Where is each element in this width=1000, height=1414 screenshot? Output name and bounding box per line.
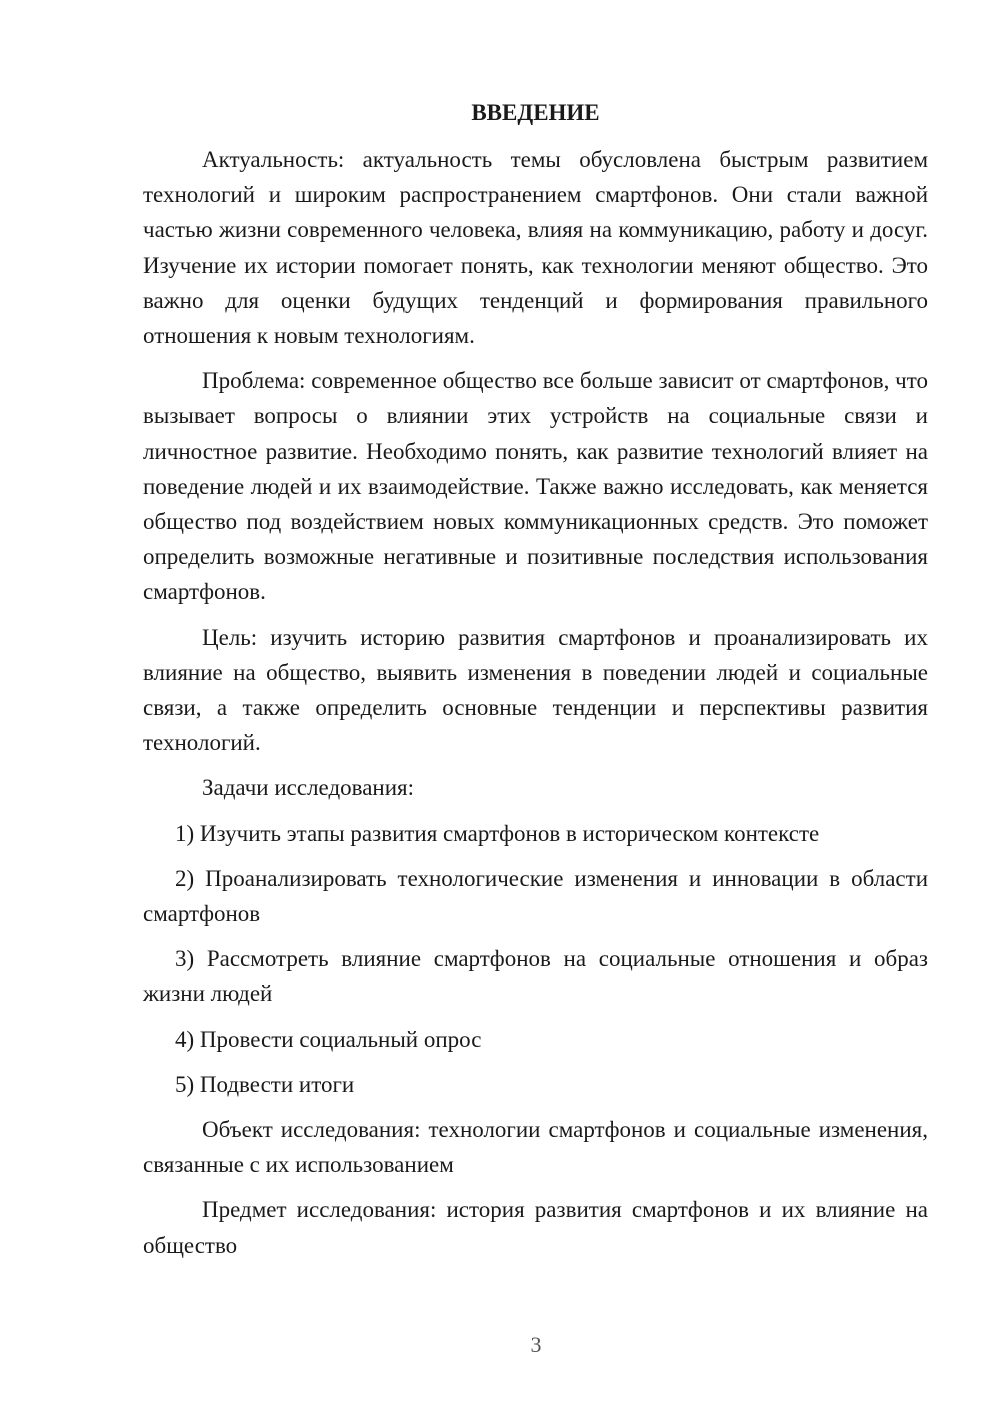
tasks-title: Задачи исследования:	[202, 775, 415, 801]
paragraph-problem: Проблема: современное общество все больше зависит от смартфонов, что вызывает вопросы о влиянии этих устройств на социальные связи и личностное развитие. Необходимо понять, как развитие технологий влияет на поведение людей и их взаимодействие. Также важно исследовать, как меняется общество под воздействием новых коммуникационных средств. Это поможет определить возможные негативные и позитивные последствия использования смартфонов.	[143, 368, 928, 605]
task-item-4: 4) Провести социальный опрос	[175, 1026, 482, 1052]
page-number: 3	[530, 1332, 542, 1357]
page-title: ВВЕДЕНИЕ	[471, 100, 600, 125]
task-item-2: 2) Проанализировать технологические изменения и инновации в области смартфонов	[143, 865, 928, 927]
task-item-1: 1) Изучить этапы развития смартфонов в историческом контексте	[175, 820, 820, 846]
task-item-3: 3) Рассмотреть влияние смартфонов на социальные отношения и образ жизни людей	[143, 946, 928, 1007]
page-content	[143, 95, 928, 1273]
task-item-5: 5) Подвести итоги	[175, 1071, 355, 1097]
paragraph-subject: Предмет исследования: история развития смартфонов и их влияние на общество	[143, 1197, 928, 1258]
paragraph-object: Объект исследования: технологии смартфонов и социальные изменения, связанные с их использованием	[143, 1117, 928, 1178]
paragraph-goal: Цель: изучить историю развития смартфонов и проанализировать их влияние на общество, выявить изменения в поведении людей и социальные связи, а также определить основные тенденции и перспективы развития технологий.	[143, 624, 928, 756]
paragraph-relevance: Актуальность: актуальность темы обусловлена быстрым развитием технологий и широким распространением смартфонов. Они стали важной частью жизни современного человека, влияя на коммуникацию, работу и досуг. Изучение их истории помогает понять, как технологии меняют общество. Это важно для оценки будущих тенденций и формирования правильного отношения к новым технологиям.	[143, 147, 928, 349]
